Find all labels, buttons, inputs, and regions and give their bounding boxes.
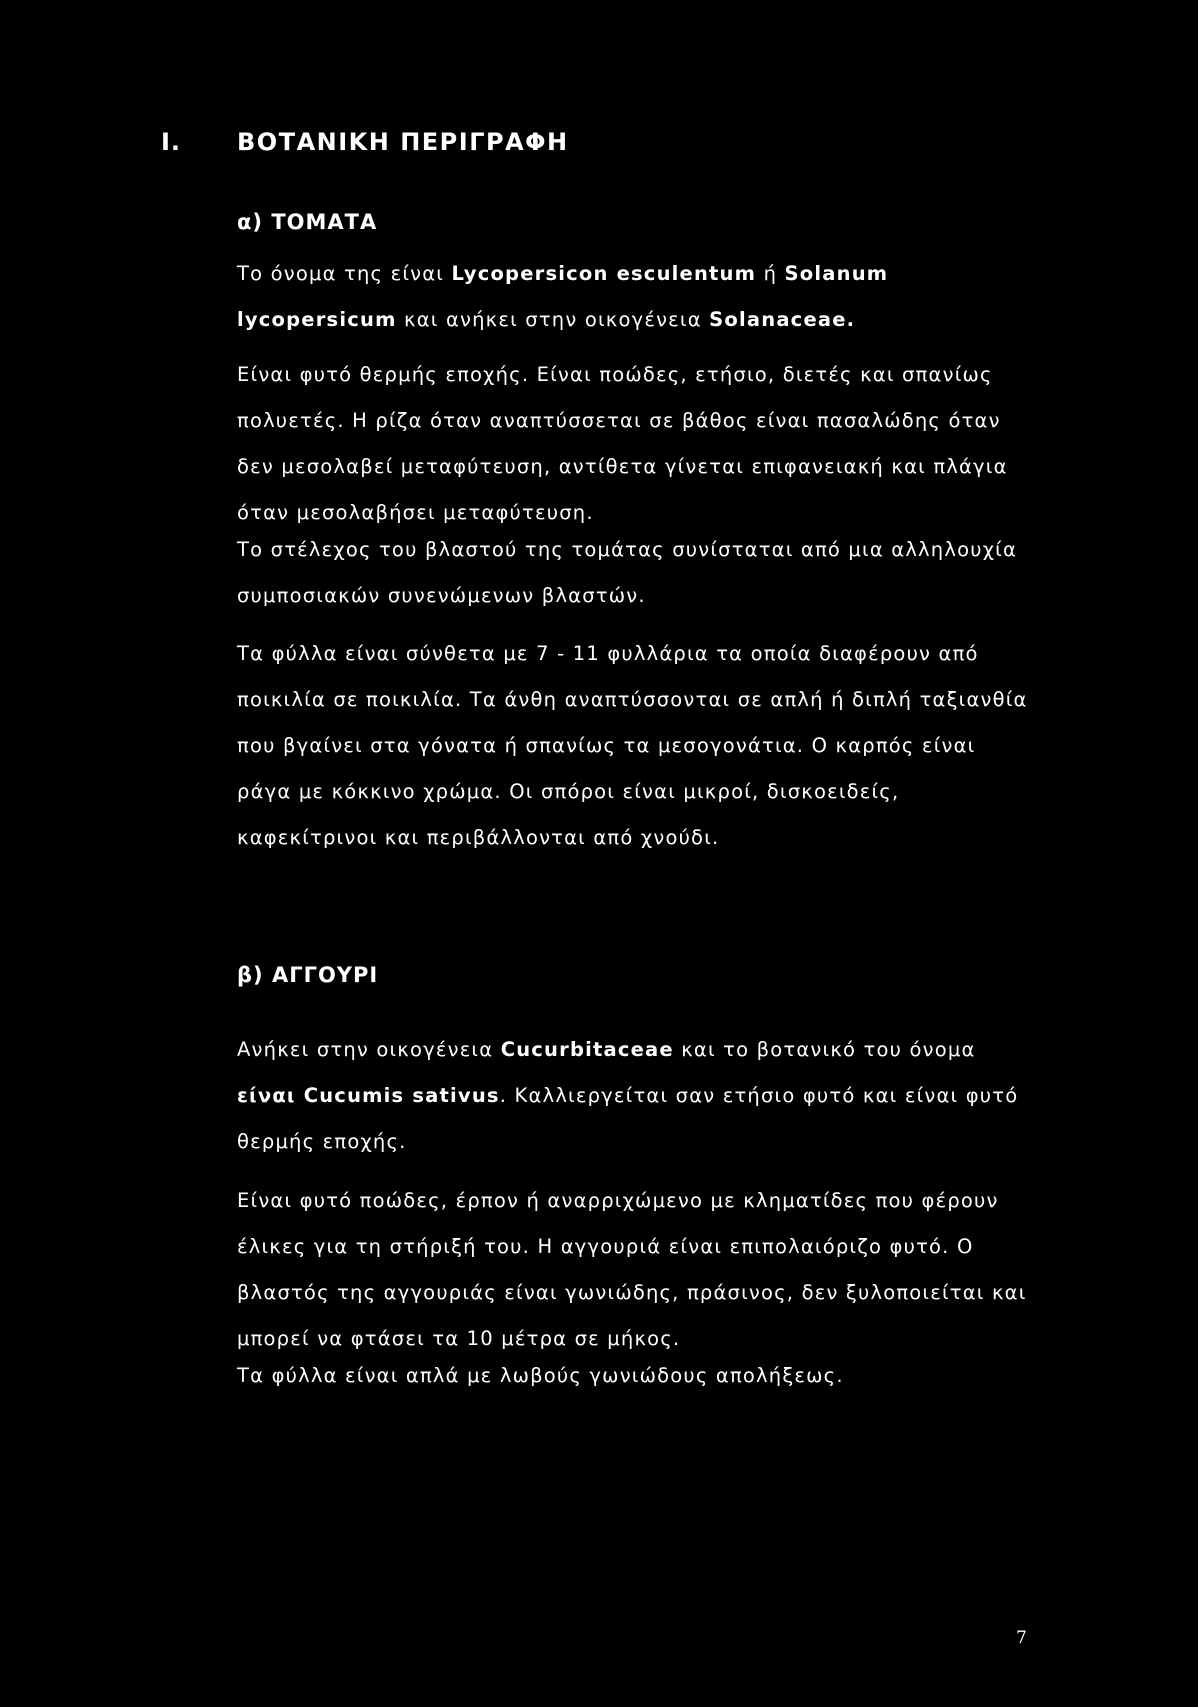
tomato-description-paragraph: Είναι φυτό θερμής εποχής. Είναι ποώδες, ετήσιο, διετές και σπανίως πολυετές. Η ρίζα όταν αναπτύσσεται σε βάθος είναι πασαλώδης όταν δεν μεσολαβεί μεταφύτευση, αντίθετα γίνεται επιφανειακή και πλάγια όταν μεσολαβήσει μεταφύτευση. xyxy=(237,363,1008,524)
section-a-title: α) ΤΟΜΑΤΑ xyxy=(237,210,378,234)
tomato-stem-paragraph: Το στέλεχος του βλαστού της τομάτας συνίσταται από μια αλληλουχία συμποσιακών συνενώμενων βλαστών. xyxy=(237,538,1018,607)
cucumber-name-text-1: Ανήκει στην οικογένεια xyxy=(237,1038,501,1061)
chapter-number: I. xyxy=(161,128,182,156)
tomato-name-text-2: ή xyxy=(756,262,785,285)
cucumber-leaves-paragraph: Τα φύλλα είναι απλά με λωβούς γωνιώδους απολήξεως. xyxy=(237,1364,844,1387)
cucumber-name-text-3: . Καλλιεργείται σαν ετήσιο φυτό και είναι φυτό θερμής εποχής. xyxy=(237,1084,1019,1153)
tomato-latin-name-1: Lycopersicon esculentum xyxy=(451,262,757,285)
tomato-latin-name-2: Solanum lycopersicum xyxy=(237,262,889,331)
section-b-title: β) ΑΓΓΟΥΡΙ xyxy=(237,963,379,987)
tomato-name-paragraph xyxy=(237,251,1037,343)
cucumber-family-name: Cucurbitaceae xyxy=(500,1038,674,1061)
tomato-name-text-3: και ανήκει στην οικογένεια xyxy=(396,308,710,331)
tomato-name-text-1: Το όνομα της είναι xyxy=(237,262,452,285)
chapter-title: ΒΟΤΑΝΙΚΗ ΠΕΡΙΓΡΑΦΗ xyxy=(237,128,569,156)
tomato-family-name: Solanaceae. xyxy=(709,308,856,331)
page-number: 7 xyxy=(1016,1628,1027,1648)
cucumber-description-paragraph: Είναι φυτό ποώδες, έρπον ή αναρριχώμενο με κληματίδες που φέρουν έλικες για τη στήριξή του. Η αγγουριά είναι επιπολαιόριζο φυτό. Ο βλαστός της αγγουριάς είναι γωνιώδης, πράσινος, δεν ξυλοποιείται και μπορεί να φτάσει τα 10 μέτρα σε μήκος. xyxy=(237,1189,1027,1350)
tomato-leaves-paragraph: Τα φύλλα είναι σύνθετα με 7 - 11 φυλλάρια τα οποία διαφέρουν από ποικιλία σε ποικιλία. Τα άνθη αναπτύσσονται σε απλή ή διπλή ταξιανθία που βγαίνει στα γόνατα ή σπανίως τα μεσογονάτια. Ο καρπός είναι ράγα με κόκκινο χρώμα. Οι σπόροι είναι μικροί, δισκοειδείς, καφεκίτρινοι και περιβάλλονται από χνούδι. xyxy=(237,642,1028,849)
cucumber-name-text-2: και το βοτανικό του όνομα xyxy=(673,1038,976,1061)
cucumber-latin-name: είναι Cucumis sativus xyxy=(237,1084,500,1107)
cucumber-name-paragraph xyxy=(237,1027,1037,1165)
